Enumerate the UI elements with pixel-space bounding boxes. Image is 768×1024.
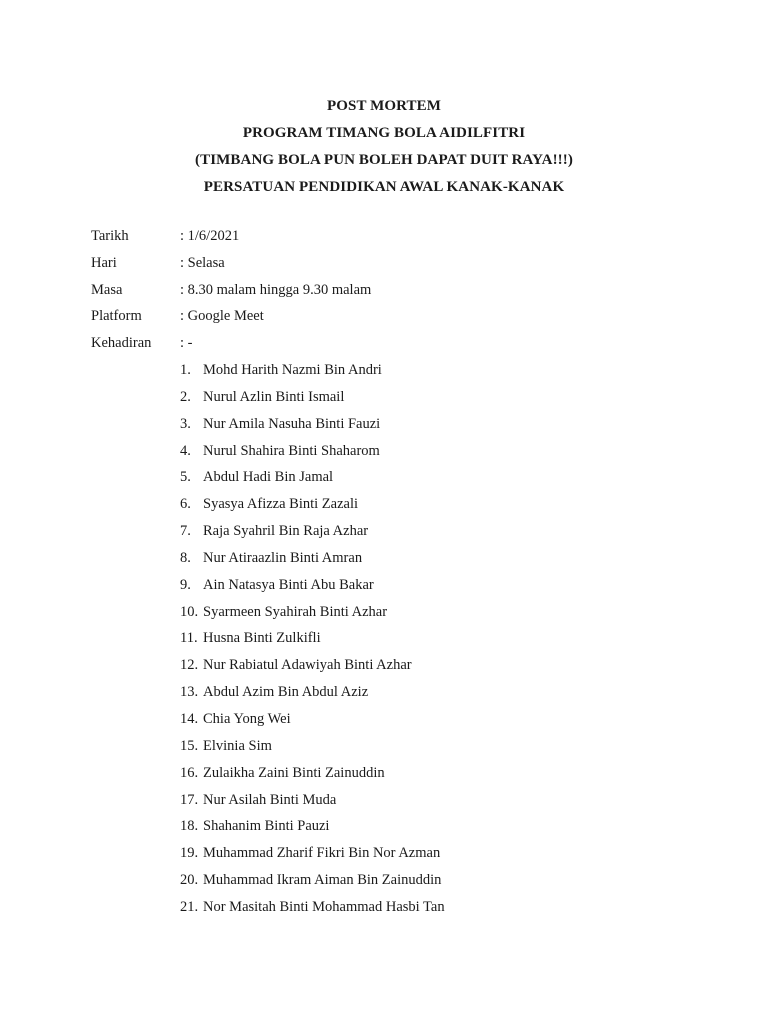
list-item [180, 870, 445, 897]
attendee-name: Syasya Afizza Binti Zazali [203, 496, 359, 513]
item-number: 9. [180, 576, 191, 593]
list-item [180, 790, 445, 817]
list-item [180, 816, 445, 843]
detail-value: : - [180, 335, 193, 352]
attendee-name: Chia Yong Wei [203, 710, 291, 727]
list-item [180, 843, 445, 870]
detail-row-platform [91, 306, 371, 333]
attendee-name: Husna Binti Zulkifli [203, 630, 321, 647]
list-item [180, 897, 445, 924]
item-number: 12. [180, 657, 199, 674]
attendee-name: Abdul Azim Bin Abdul Aziz [203, 684, 369, 701]
detail-value: : Selasa [180, 254, 225, 271]
attendee-name: Elvinia Sim [203, 737, 272, 754]
detail-label: Masa [91, 281, 123, 298]
item-number: 18. [180, 818, 199, 835]
list-item [180, 602, 445, 629]
list-item [180, 763, 445, 790]
detail-label: Tarikh [91, 228, 129, 244]
list-item [180, 387, 445, 414]
detail-value: : 1/6/2021 [180, 228, 240, 244]
item-number: 15. [180, 737, 199, 754]
item-number: 5. [180, 469, 191, 486]
list-item [180, 360, 445, 387]
attendee-name: Nor Masitah Binti Mohammad Hasbi Tan [203, 898, 445, 915]
list-item [180, 441, 445, 468]
list-item [180, 494, 445, 521]
attendee-name: Nur Asilah Binti Muda [203, 791, 337, 808]
item-number: 10. [180, 603, 199, 620]
attendee-name: Nur Atiraazlin Binti Amran [203, 549, 363, 566]
item-number: 1. [180, 362, 191, 378]
item-number: 8. [180, 549, 191, 566]
attendee-name: Abdul Hadi Bin Jamal [203, 469, 334, 486]
detail-row-day [91, 253, 371, 280]
detail-value: : 8.30 malam hingga 9.30 malam [180, 281, 372, 298]
attendee-name: Muhammad Ikram Aiman Bin Zainuddin [203, 872, 442, 889]
item-number: 20. [180, 872, 199, 889]
detail-label: Platform [91, 308, 142, 325]
detail-row-time [91, 280, 371, 307]
attendee-name: Nur Rabiatul Adawiyah Binti Azhar [203, 657, 412, 674]
document-header [0, 93, 768, 201]
detail-label: Hari [91, 254, 117, 271]
item-number: 2. [180, 388, 191, 405]
item-number: 17. [180, 791, 199, 808]
attendee-name: Mohd Harith Nazmi Bin Andri [203, 362, 382, 378]
attendee-name: Syarmeen Syahirah Binti Azhar [203, 603, 388, 620]
attendee-name: Ain Natasya Binti Abu Bakar [203, 576, 374, 593]
attendee-name: Nurul Shahira Binti Shaharom [203, 442, 380, 459]
attendee-name: Shahanim Binti Pauzi [203, 818, 330, 835]
list-item [180, 709, 445, 736]
attendee-name: Nurul Azlin Binti Ismail [203, 388, 345, 405]
item-number: 7. [180, 523, 191, 540]
attendee-list [180, 360, 445, 924]
list-item [180, 682, 445, 709]
item-number: 11. [180, 630, 198, 647]
header-tagline: (TIMBANG BOLA PUN BOLEH DAPAT DUIT RAYA!!!) [195, 152, 573, 168]
list-item [180, 521, 445, 548]
detail-row-date [91, 226, 371, 253]
detail-value: : Google Meet [180, 308, 264, 325]
detail-row-attendance [91, 333, 371, 360]
list-item [180, 467, 445, 494]
list-item [180, 628, 445, 655]
list-item [180, 736, 445, 763]
list-item [180, 414, 445, 441]
list-item [180, 575, 445, 602]
attendee-name: Zulaikha Zaini Binti Zainuddin [203, 764, 385, 781]
meeting-details [91, 226, 371, 360]
item-number: 16. [180, 764, 199, 781]
item-number: 21. [180, 898, 199, 915]
header-program: PROGRAM TIMANG BOLA AIDILFITRI [242, 125, 526, 141]
item-number: 13. [180, 684, 199, 701]
detail-label: Kehadiran [91, 335, 152, 352]
list-item [180, 548, 445, 575]
item-number: 6. [180, 496, 191, 513]
item-number: 4. [180, 442, 191, 459]
list-item [180, 655, 445, 682]
attendee-name: Muhammad Zharif Fikri Bin Nor Azman [203, 845, 441, 862]
item-number: 19. [180, 845, 199, 862]
header-organization: PERSATUAN PENDIDIKAN AWAL KANAK-KANAK [203, 179, 565, 195]
header-title: POST MORTEM [326, 98, 442, 114]
item-number: 14. [180, 710, 199, 727]
item-number: 3. [180, 415, 191, 432]
attendee-name: Nur Amila Nasuha Binti Fauzi [203, 415, 381, 432]
attendee-name: Raja Syahril Bin Raja Azhar [203, 523, 369, 540]
